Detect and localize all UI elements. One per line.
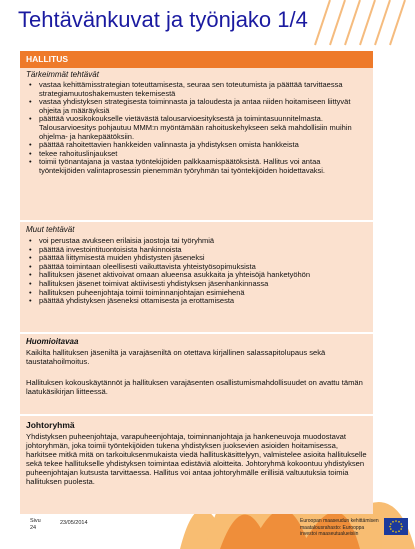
- list-item: • päättää toimintaan oleellisesti vaikuttavista yhteistyösopimuksista: [26, 263, 368, 272]
- notes-paragraph-2: Hallituksen kokouskäytännöt ja hallituksen varajäsenten osallistumismahdollisuudet on avattu tämän laatukäsikirjan liitteessä.: [26, 378, 363, 396]
- other-tasks-list: [26, 237, 368, 306]
- notes-title: Huomioitavaa: [26, 337, 79, 346]
- list-item: • hallituksen jäsenet aktivoivat omaan alueensa asukkaita ja yhteisöjä hanketyöhön: [26, 271, 368, 280]
- list-item: • päättää rahoitettavien hankkeiden valinnasta ja yhdistyksen omista hankkeista: [26, 141, 368, 150]
- management-group-panel: [20, 416, 373, 514]
- page-label: Sivu: [30, 518, 41, 524]
- notes-panel: [20, 334, 373, 414]
- list-item: • toimii työnantajana ja vastaa työntekijöiden palkkaamispäätöksistä. Hallitus voi antaa työntekijöiden valintaprosessin pienemmän työryhmän tai työntekijöiden hoidettavaksi.: [26, 158, 368, 175]
- list-item: • hallituksen puheenjohtaja toimii toiminnanjohtajan esimiehenä: [26, 289, 368, 298]
- list-item: • päättää vuosikokoukselle vietävästä talousarvioesityksestä ja toimintasuunnitelmasta. Talousarvioesitys pohjautuu MMM:n myöntämään rahoituskehykseen sekä mahdollisiin muihin ohjelma- ja hankepäätöksiin.: [26, 115, 368, 141]
- eu-funding-text: Euroopan maaseudun kehittämisen maatalousrahasto: Eurooppa investoi maaseutualueisiin: [300, 518, 379, 537]
- page-number: [30, 518, 41, 532]
- other-tasks-title: Muut tehtävät: [26, 225, 75, 234]
- notes-paragraph-1: Kaikilta hallituksen jäseniltä ja varajäseniltä on otettava kirjallinen salassapitolupaus sekä taustatahoilmoitus.: [26, 348, 326, 366]
- main-tasks-list: [26, 81, 368, 176]
- page-title: Tehtävänkuvat ja työnjako 1/4: [18, 7, 308, 32]
- main-tasks-title: Tärkeimmät tehtävät: [26, 70, 99, 79]
- list-item: • päättää liittymisestä muiden yhdistysten jäseneksi: [26, 254, 368, 263]
- list-item: • voi perustaa avukseen erilaisia jaostoja tai työryhmiä: [26, 237, 368, 246]
- management-group-title: Johtoryhmä: [26, 420, 75, 430]
- section-header: HALLITUS: [20, 51, 373, 68]
- footer-date: 23/05/2014: [60, 520, 88, 526]
- main-tasks-panel: [20, 68, 373, 220]
- list-item: • tekee rahoituslinjaukset: [26, 150, 368, 159]
- list-item: • vastaa yhdistyksen strategisesta toiminnasta ja taloudesta ja antaa niiden hoitamiseen liittyvät ohjeita ja määräyksiä: [26, 98, 368, 115]
- other-tasks-panel: [20, 222, 373, 332]
- page-number-value: 24: [30, 525, 37, 531]
- list-item: • päättää investointituontoisista hankinnoista: [26, 246, 368, 255]
- list-item: • vastaa kehittämisstrategian toteuttamisesta, seuraa sen toteutumista ja päättää tarvittaessa strategiamuutoshakemusten tekemisestä: [26, 81, 368, 98]
- list-item: • päättää yhdistyksen jäseneksi ottamisesta ja erottamisesta: [26, 297, 368, 306]
- eu-flag-icon: [384, 518, 408, 535]
- management-group-paragraph: Yhdistyksen puheenjohtaja, varapuheenjohtaja, toiminnanjohtaja ja hankeneuvoja muodostavat johtoryhmän, joka toimii työntekijöiden tukena yhdistyksen juoksevien asioiden hoitamisessa, harkitsee mitkä mitä on tarkoituksenmukaista viedä hallituskäsittelyyn, valmistelee asioita hallitukselle sekä tekee hallitukselle yhdistyksen toimintaa edistäviä aloitteita. Johtoryhmä kokoontuu yhdistyksen puheenjohtajan kutsusta tarvittaessa. Hallitus voi antaa johtoryhmälle erillisiä valtuutuksia toimia hallituksen puolesta.: [26, 432, 367, 486]
- list-item: • hallituksen jäsenet toimivat aktiivisesti yhdistyksen jäsenhankinnassa: [26, 280, 368, 289]
